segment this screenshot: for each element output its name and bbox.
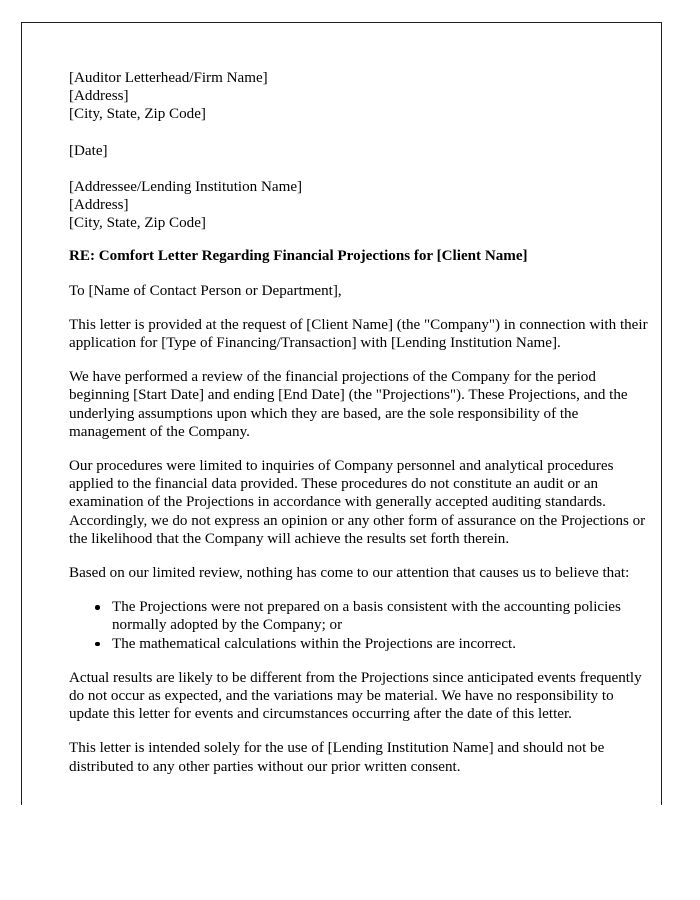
body-paragraph: This letter is provided at the request of [Client Name] (the "Company") in connection with their application for [Type of Financing/Transaction] with [Lending Institution Name].	[69, 316, 648, 352]
salutation-line: To [Name of Contact Person or Department],	[69, 282, 342, 299]
recipient-address-block	[69, 178, 654, 233]
date-line: [Date]	[69, 142, 108, 159]
recipient-address-line: [Addressee/Lending Institution Name]	[69, 178, 303, 195]
body-paragraph: Based on our limited review, nothing has come to our attention that causes us to believe that:	[69, 565, 630, 582]
list-item-label: The Projections were not prepared on a basis consistent with the accounting policies normally adopted by the Company; or	[112, 599, 621, 634]
body-paragraph: Our procedures were limited to inquiries of Company personnel and analytical procedures applied to the financial data provided. These procedures do not constitute an audit or an examination of the Projections in accordance with generally accepted auditing standards. Accordingly, we do not express an opinion or any other form of assurance on the Projections or the likelihood that the Company will achieve the results set forth therein.	[69, 458, 646, 547]
sender-address-line: [Address]	[69, 88, 129, 105]
negative-assurance-list	[69, 582, 654, 653]
block-spacer	[69, 124, 654, 142]
recipient-address-line: [Address]	[69, 197, 129, 214]
list-item	[69, 598, 654, 634]
list-item-label: The mathematical calculations within the Projections are incorrect.	[112, 635, 517, 652]
sender-address-line: [City, State, Zip Code]	[69, 106, 206, 123]
date-block	[69, 142, 654, 160]
block-spacer	[69, 160, 654, 178]
document-page	[21, 22, 662, 805]
letter-body	[69, 69, 654, 776]
list-item	[69, 635, 654, 653]
body-paragraph: We have performed a review of the financial projections of the Company for the period beginning [Start Date] and ending [End Date] (the "Projections"). These Projections, and the underlying assumptions upon which they are based, are the sole responsibility of the management of the Company.	[69, 369, 628, 440]
recipient-address-line: [City, State, Zip Code]	[69, 215, 206, 232]
sender-address-block	[69, 69, 654, 124]
sender-address-line: [Auditor Letterhead/Firm Name]	[69, 70, 268, 86]
subject-line: RE: Comfort Letter Regarding Financial Projections for [Client Name]	[69, 248, 528, 265]
bullet-disc-icon	[95, 605, 100, 610]
bullet-disc-icon	[95, 642, 100, 647]
body-paragraph: Actual results are likely to be different from the Projections since anticipated events frequently do not occur as expected, and the variations may be material. We have no responsibility to update this letter for events and circumstances occurring after the date of this letter.	[69, 669, 642, 723]
body-paragraph: This letter is intended solely for the use of [Lending Institution Name] and should not be distributed to any other parties without our prior written consent.	[69, 740, 605, 775]
